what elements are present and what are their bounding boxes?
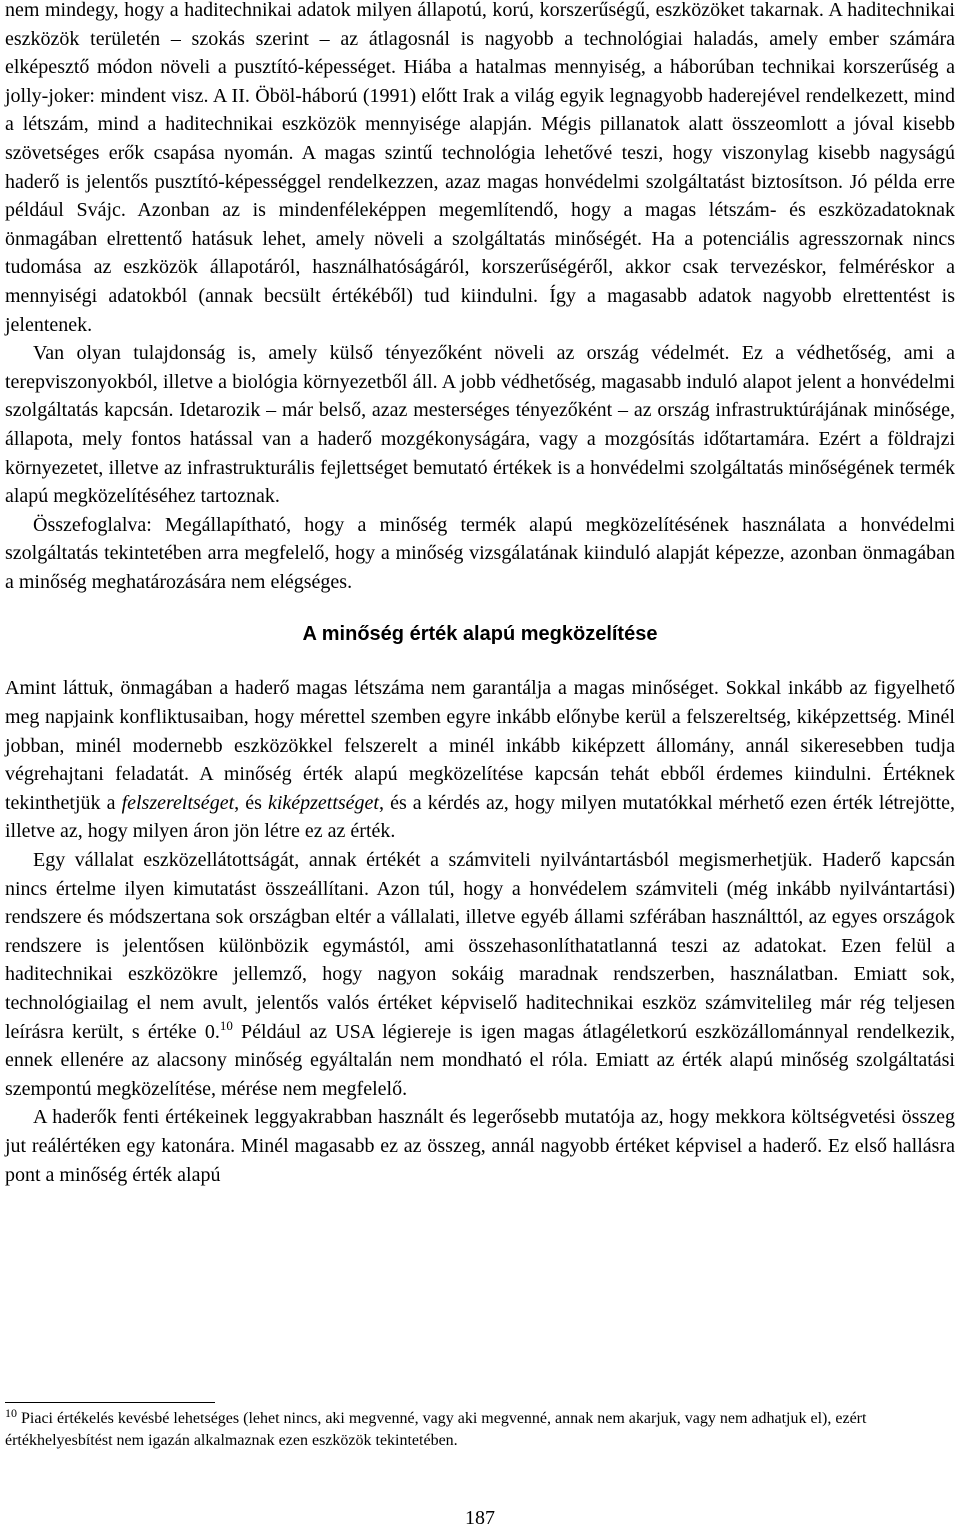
- footnote: [5, 1408, 955, 1452]
- paragraph-5-part-a: Egy vállalat eszközellátottságát, annak értékét a számviteli nyilvántartásból megismerhetjük. Haderő kapcsán nincs értelme ilyen kimutatást összeállítani. Azon túl, hogy a honvédelem számviteli (még inkább nyilvántartási) rendszere és módszertana sok országban eltér a vállalati, illetve egyéb állami szférában használttól, az egyes országok rendszere is jelentősen különbözik egymástól, ami összehasonlíthatatlanná teszi az adatokat. Ezen felül a haditechnikai eszközökre jellemző, hogy nagyon sokáig maradnak rendszerben, használatban. Emiatt sok, technológiailag el nem avult, jelentős valós értéket képviselő haditechnikai eszköz számvitelileg már rég teljesen leírásra került, s értéke 0.: [5, 849, 955, 1043]
- paragraph-2: Van olyan tulajdonság is, amely külső tényezőként növeli az ország védelmét. Ez a védhetőség, ami a terepviszonyokból, illetve a biológia környezetből áll. A jobb védhetőség, magasabb induló alapot jelent a honvédelmi szolgáltatás kapcsán. Idetarozik – már belső, azaz mesterséges tényezőként – az ország infrastruktúrájának minősége, állapota, mely fontos hatással van a haderő mozgékonyságára, vagy a mozgósítás időtartamára. Ezért a földrajzi környezetet, illetve az infrastrukturális fejlettséget bemutató értékek is a honvédelmi szolgáltatás minőségének termék alapú megközelítéséhez tartoznak.: [5, 342, 955, 508]
- emphasis-felszereltseget: felszereltséget: [121, 791, 235, 814]
- page-number: 187: [465, 1507, 495, 1529]
- paragraph-5: [5, 846, 955, 1103]
- paragraph-6: A haderők fenti értékeinek leggyakrabban használt és legerősebb mutatója az, hogy mekkora költségvetési összeg jut reálértéken egy katonára. Minél magasabb ez az összeg, annál nagyobb értéket képvisel a haderő. Ez első hallásra pont a minőség érték alapú: [5, 1106, 955, 1186]
- footnote-divider: [5, 1402, 215, 1403]
- paragraph-1: [5, 0, 955, 339]
- emphasis-kikepzettseget: kiképzettséget: [267, 791, 379, 814]
- paragraph-4: [5, 674, 955, 846]
- paragraph-1-start: nem mindegy, hogy a haditechnikai adatok milyen állapotú, korú, korszerűségű, eszközöket takarnak.: [5, 0, 824, 21]
- paragraph-5-part-b: Például az USA légiereje is igen magas átlagéletkorú eszközállománnyal rendelkezik, ennek ellenére az alacsony minőség egyáltalán nem mondható el róla. Emiatt az érték alapú minőség szolgáltatási szempontú megközelítése, mérése nem megfelelő.: [5, 1020, 955, 1100]
- paragraph-1-end: A II. Öböl-háború (1991) előtt Irak a világ egyik legnagyobb haderejével rendelkezett, mind a létszám, mind a haditechnikai eszközök mennyisége alapján. Mégis pillanatok alatt összeomlott a jóval kisebb szövetséges erők csapása nyomán. A magas szintű technológia lehetővé teszi, hogy viszonylag kisebb nagyságú haderő is jelentős pusztító-képességgel rendelkezzen, azaz magas honvédelmi szolgáltatást biztosítson. Jó példa erre például Svájc. Azonban az is mindenféleképpen megemlítendő, hogy a magas létszám- és eszközadatoknak önmagában elrettentő hatásuk lehet, amely növeli a szolgáltatás minőségét. Ha a potenciális agresszornak nincs tudomása az eszközök állapotáról, használhatóságáról, korszerűségéről, akkor csak tervezéskor, felméréskor a mennyiségi adatokból (annak becsült értékéből) tud kiindulni. Így a magasabb adatok nagyobb elrettentést is jelentenek.: [5, 84, 955, 336]
- paragraph-4-part-c: , és a kérdés az, hogy milyen mutatókkal mérhető ezen érték létrejötte, illetve az, hogy milyen áron jön létre ez az érték.: [5, 791, 955, 843]
- paragraph-3: Összefoglalva: Megállapítható, hogy a minőség termék alapú megközelítésének használata a honvédelmi szolgáltatás tekintetében arra megfelelő, hogy a minőség vizsgálatának kiinduló alapját képezze, azonban önmagában a minőség meghatározására nem elégséges.: [5, 513, 955, 593]
- body-text-upper: [5, 0, 955, 596]
- paragraph-4-part-a: Amint láttuk, önmagában a haderő magas létszáma nem garantálja a magas minőséget. Sokkal inkább az figyelhető meg napjaink konfliktusaiban, hogy mérettel szemben egyre inkább előnybe kerül a felszereltség, kiképzettség. Minél jobban, minél modernebb eszközökkel felszerelt a minél inkább kiképzett állomány, annál sikeresebben tudja végrehajtani feladatát. A minőség érték alapú megközelítése kapcsán tehát ebből érdemes kiindulni. Értéknek tekinthetjük a: [5, 677, 955, 814]
- document-page: [5, 0, 955, 1189]
- footnote-marker: 10: [5, 1406, 17, 1420]
- section-title: A minőség érték alapú megközelítése: [302, 623, 658, 646]
- footnote-reference[interactable]: 10: [219, 1017, 233, 1033]
- body-text-lower: [5, 674, 955, 1189]
- paragraph-4-part-b: , és: [234, 791, 268, 814]
- footnote-text: Piaci értékelés kevésbé lehetséges (lehet nincs, aki megvenné, vagy aki megvenné, annak nem akarjuk, vagy nem adhatjuk el), ezért értékhelyesbítést nem igazán alkalmaznak ezen eszközök tekintetében.: [5, 1410, 867, 1449]
- paragraph-1-middle: A haditechnikai eszközök területén – szokás szerint – az átlagosnál is nagyobb a technológiai haladás, amely ember számára elképesztő módon növeli a pusztító-képességet. Hiába a hatalmas mennyiség, a háborúban technikai korszerűség a jolly-joker: mindent visz.: [5, 0, 955, 107]
